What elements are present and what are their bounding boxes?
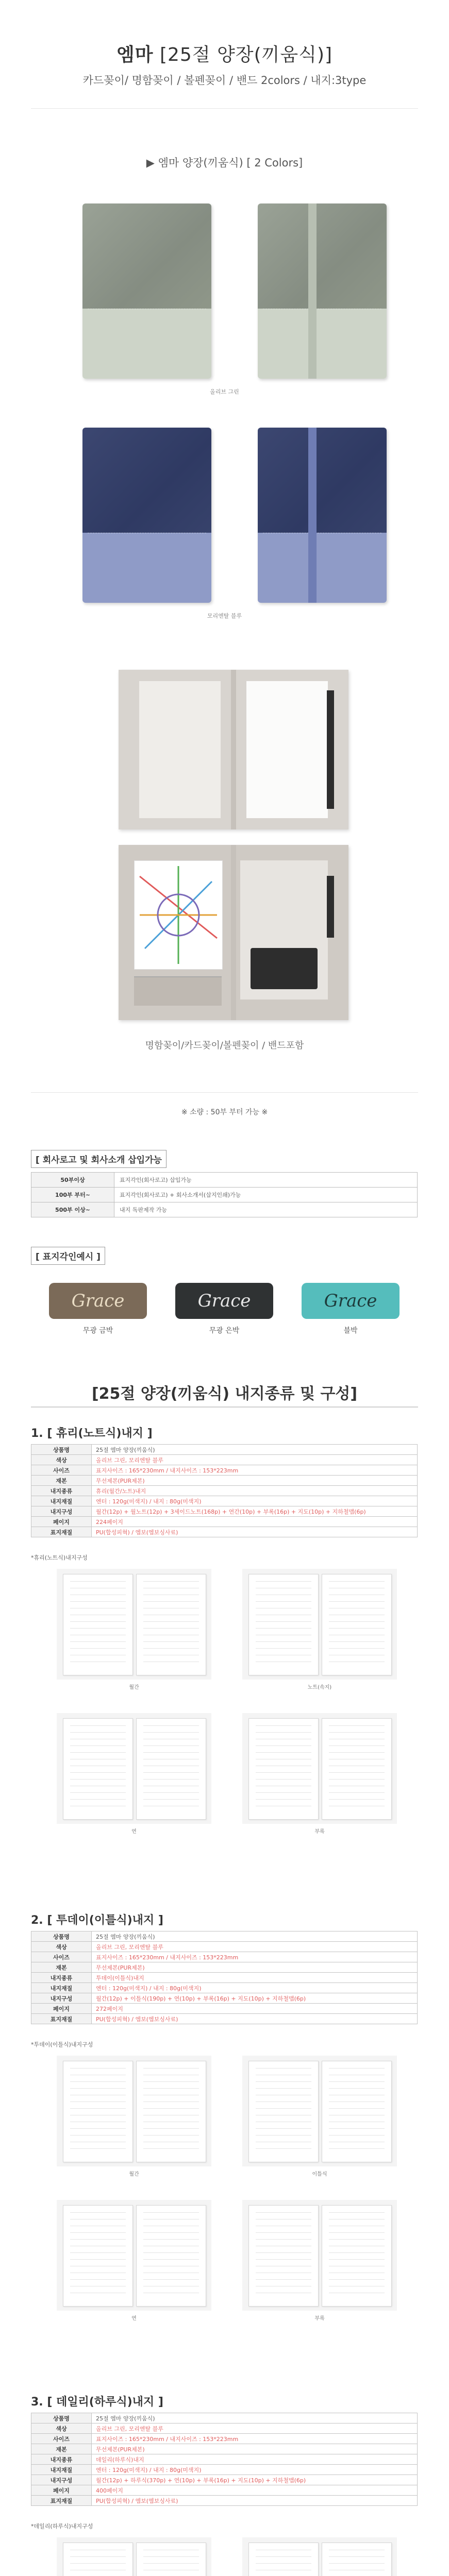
spec-label: 내지구성 bbox=[31, 2475, 92, 2485]
inner-page-caption: 월간 bbox=[129, 1685, 139, 1690]
table-row bbox=[31, 1506, 418, 1517]
stamp-gold-sample: Grace bbox=[49, 1283, 147, 1319]
table-row bbox=[31, 1486, 418, 1496]
table-row bbox=[31, 2454, 418, 2465]
inner-page-caption: 연 bbox=[131, 2316, 137, 2321]
spec-label: 페이지 bbox=[31, 2485, 92, 2496]
spec-value: 224페이지 bbox=[92, 1517, 418, 1527]
inner-type-heading: 2. [ 투데이(이틀식)내지 ] bbox=[31, 1914, 163, 1927]
spec-value: 올리브 그린, 모리엔탈 블루 bbox=[92, 2424, 418, 2434]
spec-table bbox=[31, 2413, 418, 2506]
divider bbox=[31, 1406, 418, 1408]
table-row bbox=[31, 1445, 418, 1455]
stamp-section-title: [ 표지각인예시 ] bbox=[31, 1247, 105, 1265]
table-row bbox=[31, 2014, 418, 2024]
qty-cell: 100부 부터~ bbox=[31, 1188, 114, 1202]
qty-cell: 500부 이상~ bbox=[31, 1202, 114, 1217]
spec-value: 272페이지 bbox=[92, 2004, 418, 2014]
spec-label: 내지재질 bbox=[31, 2465, 92, 2475]
table-row bbox=[31, 2465, 418, 2475]
spec-label: 내지구성 bbox=[31, 1506, 92, 1517]
desc-cell: 표지각인(회사로고) 삽입가능 bbox=[114, 1173, 418, 1188]
spec-label: 내지종류 bbox=[31, 1973, 92, 1983]
table-row bbox=[31, 1188, 418, 1202]
min-order-note: ※ 소량 : 50부 부터 가능 ※ bbox=[181, 1108, 268, 1116]
spec-value: 무선제본(PUR제본) bbox=[92, 1476, 418, 1486]
inner-page-caption: 연 bbox=[131, 1829, 137, 1835]
spec-label: 내지종류 bbox=[31, 2454, 92, 2465]
page-subtitle: 카드꽂이/ 명함꽂이 / 볼펜꽂이 / 밴드 2colors / 내지:3type bbox=[82, 74, 367, 87]
table-row bbox=[31, 1942, 418, 1952]
table-row bbox=[31, 1173, 418, 1188]
spec-label: 상품명 bbox=[31, 2413, 92, 2424]
table-row bbox=[31, 1952, 418, 1962]
spec-value: 표지사이즈 : 165*230mm / 내지사이즈 : 153*223mm bbox=[92, 1465, 418, 1476]
table-row bbox=[31, 1993, 418, 2004]
colors-heading: ▶ 엠마 양장(끼움식) [ 2 Colors] bbox=[146, 157, 303, 169]
inner-page-preview bbox=[242, 2200, 397, 2311]
spec-label: 사이즈 bbox=[31, 2434, 92, 2444]
inner-page-caption: 이틀식 bbox=[312, 2172, 327, 2177]
table-row bbox=[31, 2424, 418, 2434]
qty-cell: 50부이상 bbox=[31, 1173, 114, 1188]
spec-value: PU(합성피혁) / 엠보(엠보싱사료) bbox=[92, 2014, 418, 2024]
spec-label: 재본 bbox=[31, 1476, 92, 1486]
logo-section-title: [ 회사로고 및 회사소개 삽입가능 bbox=[31, 1150, 167, 1168]
table-row bbox=[31, 2413, 418, 2424]
table-row bbox=[31, 1973, 418, 1983]
layout-label: *휴리(노트식)내지구성 bbox=[31, 1554, 88, 1561]
spec-value: 무선제본(PUR제본) bbox=[92, 2444, 418, 2454]
cover-grey-front bbox=[82, 204, 211, 379]
inner-page-preview bbox=[57, 2537, 211, 2576]
spec-label: 내지재질 bbox=[31, 1496, 92, 1506]
table-row bbox=[31, 1931, 418, 1942]
spec-label: 표지재질 bbox=[31, 1527, 92, 1537]
open-notebook-image bbox=[119, 670, 348, 829]
spec-value: 월간(12p) + 하루식(370p) + 연(10p) + 부록(16p) + 지도(10p) + 지하철맵(6p) bbox=[92, 2475, 418, 2485]
spec-label: 사이즈 bbox=[31, 1465, 92, 1476]
page-title: 엠마 [25절 양장(끼움식)] bbox=[116, 44, 333, 65]
inner-type-heading: 3. [ 데일리(하루식)내지 ] bbox=[31, 2396, 163, 2409]
spec-value: 25절 엠마 양장(끼움식) bbox=[92, 1931, 418, 1942]
spec-value: 투데이(이틀식)내지 bbox=[92, 1973, 418, 1983]
spec-value: 엔터 : 120g(미색지) / 내지 : 80g(미색지) bbox=[92, 1496, 418, 1506]
spec-value: 400페이지 bbox=[92, 2485, 418, 2496]
inner-type-heading: 1. [ 휴리(노트식)내지 ] bbox=[31, 1427, 153, 1440]
spec-value: 25절 엠마 양장(끼움식) bbox=[92, 1445, 418, 1455]
spec-label: 내지종류 bbox=[31, 1486, 92, 1496]
spec-value: PU(합성피혁) / 엠보(엠보싱사료) bbox=[92, 1527, 418, 1537]
spec-label: 상품명 bbox=[31, 1931, 92, 1942]
spec-label: 재본 bbox=[31, 1962, 92, 1973]
inner-page-preview bbox=[242, 1713, 397, 1824]
spec-value: 휴리(월간/노트)내지 bbox=[92, 1486, 418, 1496]
spec-value: 25절 엠마 양장(끼움식) bbox=[92, 2413, 418, 2424]
table-row bbox=[31, 1465, 418, 1476]
inner-page-caption: 부록 bbox=[314, 2316, 325, 2321]
table-row bbox=[31, 1476, 418, 1486]
spec-label: 색상 bbox=[31, 1455, 92, 1465]
cover-grey-back bbox=[258, 204, 387, 379]
spec-label: 색상 bbox=[31, 2424, 92, 2434]
spec-value: 올리브 그린, 모리엔탈 블루 bbox=[92, 1942, 418, 1952]
cover-navy-front bbox=[82, 428, 211, 603]
spec-label: 표지재질 bbox=[31, 2014, 92, 2024]
inner-page-caption: 월간 bbox=[129, 2172, 139, 2177]
spec-label: 색상 bbox=[31, 1942, 92, 1952]
spec-value: 데일리(하루식)내지 bbox=[92, 2454, 418, 2465]
table-row bbox=[31, 1455, 418, 1465]
spec-label: 페이지 bbox=[31, 1517, 92, 1527]
table-row bbox=[31, 1496, 418, 1506]
open-notebook-pockets-image bbox=[119, 845, 348, 1020]
spec-value: 올리브 그린, 모리엔탈 블루 bbox=[92, 1455, 418, 1465]
spec-value: 엔터 : 120g(미색지) / 내지 : 80g(미색지) bbox=[92, 2465, 418, 2475]
stamp-label: 무광 은박 bbox=[209, 1327, 240, 1335]
inner-page-preview bbox=[57, 1569, 211, 1680]
spec-label: 표지재질 bbox=[31, 2496, 92, 2506]
inner-page-caption: 노트(속지) bbox=[307, 1685, 332, 1690]
spec-table bbox=[31, 1444, 418, 1537]
spec-label: 페이지 bbox=[31, 2004, 92, 2014]
cover-grey-caption: 올리브 그린 bbox=[210, 388, 239, 395]
table-row bbox=[31, 2004, 418, 2014]
table-row bbox=[31, 1983, 418, 1993]
inner-page-preview bbox=[57, 2200, 211, 2311]
table-row bbox=[31, 2485, 418, 2496]
layout-label: *투데이(이틀식)내지구성 bbox=[31, 2041, 93, 2048]
table-row bbox=[31, 1527, 418, 1537]
desc-cell: 내지 독판제작 가능 bbox=[114, 1202, 418, 1217]
stamp-black-sample: Grace bbox=[302, 1283, 400, 1319]
inner-page-preview bbox=[57, 1713, 211, 1824]
subway-map-icon bbox=[135, 861, 222, 969]
divider bbox=[31, 108, 418, 109]
open-notebook-caption: 명함꽂이/카드꽂이/볼펜꽂이 / 밴드포함 bbox=[145, 1040, 304, 1051]
spec-value: PU(합성피혁) / 엠보(엠보싱사료) bbox=[92, 2496, 418, 2506]
spec-label: 사이즈 bbox=[31, 1952, 92, 1962]
spec-label: 상품명 bbox=[31, 1445, 92, 1455]
spec-value: 월간(12p) + 월노트(12p) + 3세이드노트(168p) + 연간(10p) + 부록(16p) + 지도(10p) + 지하철맵(6p) bbox=[92, 1506, 418, 1517]
table-row bbox=[31, 1962, 418, 1973]
spec-value: 엔터 : 120g(미색지) / 내지 : 80g(미색지) bbox=[92, 1983, 418, 1993]
spec-value: 표지사이즈 : 165*230mm / 내지사이즈 : 153*223mm bbox=[92, 1952, 418, 1962]
spec-value: 월간(12p) + 이틀식(190p) + 연(10p) + 부록(16p) + 지도(10p) + 지하철맵(6p) bbox=[92, 1993, 418, 2004]
inner-page-preview bbox=[242, 1569, 397, 1680]
table-row bbox=[31, 2444, 418, 2454]
cover-navy-caption: 모리엔탈 블루 bbox=[207, 613, 242, 619]
spec-table bbox=[31, 1931, 418, 2024]
table-row bbox=[31, 2475, 418, 2485]
layout-label: *데일리(하루식)내지구성 bbox=[31, 2523, 93, 2530]
desc-cell: 표지각인(회사로고) + 회사소개서(삽지인쇄)가능 bbox=[114, 1188, 418, 1202]
spec-value: 무선제본(PUR제본) bbox=[92, 1962, 418, 1973]
cover-navy-back bbox=[258, 428, 387, 603]
stamp-label: 무광 금박 bbox=[82, 1327, 113, 1335]
inner-page-preview bbox=[242, 2056, 397, 2166]
table-row bbox=[31, 2434, 418, 2444]
inner-types-title: [25절 양장(끼움식) 내지종류 및 구성] bbox=[91, 1385, 358, 1403]
stamp-silver-sample: Grace bbox=[175, 1283, 273, 1319]
inner-page-preview bbox=[57, 2056, 211, 2166]
spec-label: 내지구성 bbox=[31, 1993, 92, 2004]
table-row bbox=[31, 1202, 418, 1217]
stamp-label: 블박 bbox=[343, 1327, 358, 1335]
inner-page-caption: 부록 bbox=[314, 1829, 325, 1835]
inner-page-preview bbox=[242, 2537, 397, 2576]
table-row bbox=[31, 1517, 418, 1527]
spec-value: 표지사이즈 : 165*230mm / 내지사이즈 : 153*223mm bbox=[92, 2434, 418, 2444]
logo-options-table bbox=[31, 1172, 418, 1217]
table-row bbox=[31, 2496, 418, 2506]
spec-label: 재본 bbox=[31, 2444, 92, 2454]
spec-label: 내지재질 bbox=[31, 1983, 92, 1993]
